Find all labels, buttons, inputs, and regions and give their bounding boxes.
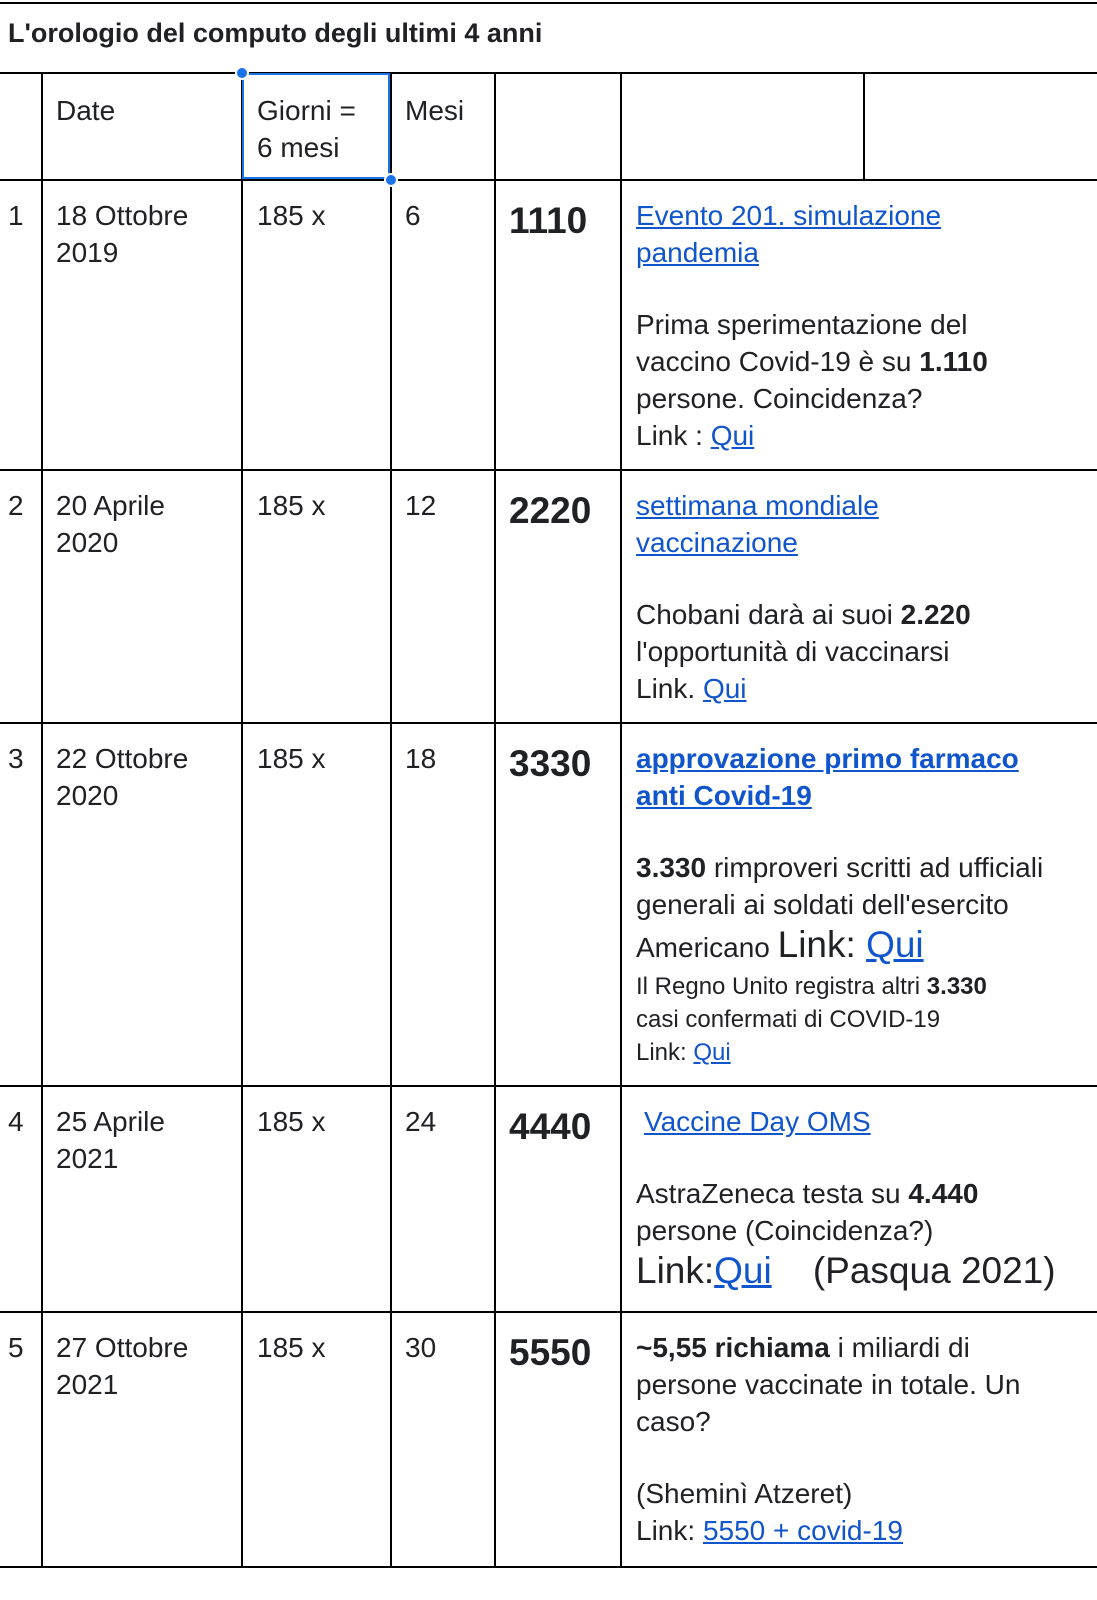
event-link[interactable]: anti Covid-19 [636,780,812,811]
source-link[interactable]: 5550 + covid-19 [702,1515,903,1546]
row-number: 4 [8,1106,24,1137]
header-date[interactable]: Date [56,95,116,126]
total-cell[interactable]: 2220 [509,490,592,531]
event-link[interactable]: Vaccine Day OMS [644,1106,871,1137]
date-line: 2019 [56,237,119,268]
date-line: 2021 [56,1369,119,1400]
event-link[interactable]: approvazione primo farmaco [636,743,1019,774]
row-number: 2 [8,490,24,521]
row-number: 3 [8,743,24,774]
grid-line [0,179,1097,181]
description-text: AstraZeneca testa su 4.440 [636,1178,979,1209]
date-cell[interactable] [56,487,165,561]
sheet-title: L'orologio del computo degli ultimi 4 anni [8,18,543,48]
header-empty-cell[interactable] [636,92,856,162]
giorni-cell[interactable]: 185 x [257,200,326,231]
grid-line [0,72,1097,74]
giorni-cell[interactable]: 185 x [257,1332,326,1363]
total-cell[interactable]: 3330 [509,743,592,784]
description-text: Link. Qui [636,673,747,704]
description-text: casi confermati di COVID-19 [636,1006,941,1033]
selection-handle-bottom-right[interactable] [384,173,398,187]
description-text: generali ai soldati dell'esercito [636,889,1009,920]
description-cell[interactable] [636,740,1043,1069]
grid-line [620,72,622,1568]
header-giorni-line2: 6 mesi [257,132,340,163]
date-line: 27 Ottobre [56,1332,189,1363]
description-text: l'opportunità di vaccinarsi [636,636,950,667]
grid-line [390,72,392,1568]
total-cell[interactable]: 4440 [509,1106,592,1147]
description-text: Link : Qui [636,420,755,451]
event-link[interactable]: Evento 201. simulazione [636,200,942,231]
source-link[interactable]: Qui [710,420,755,451]
grid-line [0,469,1097,471]
date-line: 2021 [56,1143,119,1174]
selection-handle-top-left[interactable] [235,66,249,80]
description-text: vaccino Covid-19 è su 1.110 [636,346,988,377]
description-text: persone. Coincidenza? [636,383,923,414]
description-text: Link: 5550 + covid-19 [636,1515,903,1546]
source-link[interactable]: Qui [702,673,747,704]
giorni-cell[interactable]: 185 x [257,490,326,521]
header-giorni-line1: Giorni = [257,95,356,126]
mesi-cell[interactable]: 30 [405,1332,437,1363]
grid-line [41,72,43,1568]
grid-line [0,722,1097,724]
row-number: 1 [8,200,24,231]
description-text: Prima sperimentazione del [636,309,968,340]
date-line: 18 Ottobre [56,200,189,231]
date-line: 22 Ottobre [56,743,189,774]
description-cell[interactable] [636,197,988,454]
selected-cell-outline[interactable] [242,73,390,179]
grid-line [0,1085,1097,1087]
description-text: caso? [636,1406,711,1437]
description-cell[interactable] [636,1103,1056,1293]
mesi-cell[interactable]: 12 [405,490,437,521]
source-link[interactable]: Qui [693,1039,731,1066]
date-cell[interactable] [56,1329,188,1403]
date-line: 20 Aprile [56,490,165,521]
date-line: 25 Aprile [56,1106,165,1137]
description-text: Chobani darà ai suoi 2.220 [636,599,971,630]
event-link[interactable]: settimana mondiale [636,490,879,521]
header-empty-cell[interactable] [878,92,1078,162]
date-line: 2020 [56,527,119,558]
description-text: Americano Link: Qui [636,924,924,965]
total-cell[interactable]: 1110 [509,200,588,241]
header-mesi[interactable]: Mesi [405,95,465,126]
date-cell[interactable] [56,740,188,814]
top-border [0,2,1097,4]
row-number: 5 [8,1332,24,1363]
event-link[interactable]: pandemia [636,237,759,268]
giorni-cell[interactable]: 185 x [257,743,326,774]
description-text: Link:Qui (Pasqua 2021) [636,1250,1056,1291]
mesi-cell[interactable]: 24 [405,1106,437,1137]
grid-line [241,72,243,1568]
description-cell[interactable] [636,1329,1020,1549]
source-link[interactable]: Qui [714,1250,772,1291]
date-cell[interactable] [56,1103,165,1177]
date-cell[interactable] [56,197,188,271]
total-cell[interactable]: 5550 [509,1332,592,1373]
header-empty-cell[interactable] [510,92,610,162]
grid-line [494,72,496,1568]
mesi-cell[interactable]: 6 [405,200,421,231]
description-text: 3.330 rimproveri scritti ad ufficiali [636,852,1044,883]
mesi-cell[interactable]: 18 [405,743,437,774]
grid-line [863,72,865,180]
description-cell[interactable] [636,487,971,707]
grid-line [0,1566,1097,1568]
description-text: ~5,55 richiama i miliardi di [636,1332,970,1363]
description-text: Il Regno Unito registra altri 3.330 [636,973,987,1000]
giorni-cell[interactable]: 185 x [257,1106,326,1137]
grid-line [0,1311,1097,1313]
event-link[interactable]: vaccinazione [636,527,798,558]
description-text: Link: Qui [636,1039,731,1066]
description-text: (Sheminì Atzeret) [636,1478,853,1509]
date-line: 2020 [56,780,119,811]
source-link[interactable]: Qui [866,924,924,965]
description-text: persone vaccinate in totale. Un [636,1369,1021,1400]
description-text: persone (Coincidenza?) [636,1215,934,1246]
